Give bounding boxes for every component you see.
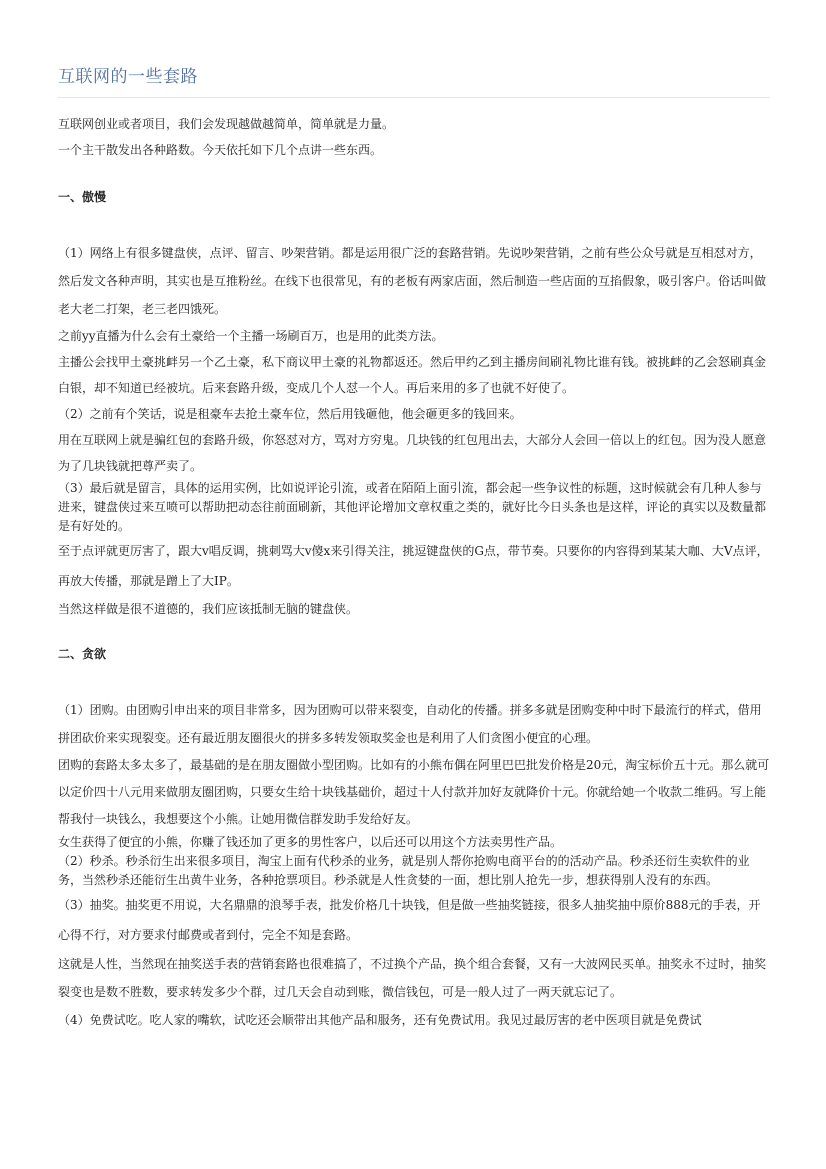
body-paragraph: 当然这样做是很不道德的，我们应该抵制无脑的键盘侠。 bbox=[58, 602, 359, 616]
body-paragraph: （1）团购。由团购引申出来的项目非常多，因为团购可以带来裂变，自动化的传播。拼多多就是团购变种中时下最流行的样式，借用拼团砍价来实现裂变。还有最近朋友圈很火的拼多多转发领取奖金也是利用了人们贪图小便宜的心理。 bbox=[58, 703, 762, 745]
title-divider bbox=[58, 97, 770, 98]
body-paragraph: （3）抽奖。抽奖更不用说，大名鼎鼎的浪琴手表，批发价格几十块钱，但是做一些抽奖链接，很多人抽奖抽中原价888元的手表，开心得不行，对方要求付邮费或者到付，完全不知是套路。 bbox=[58, 898, 761, 942]
body-paragraph: （4）免费试吃。吃人家的嘴软，试吃还会顺带出其他产品和服务，还有免费试用。我见过最厉害的老中医项目就是免费试 bbox=[58, 1013, 702, 1027]
body-paragraph: 之前yy直播为什么会有土豪给一个主播一场刷百万，也是用的此类方法。 bbox=[58, 329, 444, 343]
body-paragraph: （2）秒杀。秒杀衍生出来很多项目，淘宝上面有代秒杀的业务，就是别人帮你抢购电商平台的的活动产品。秒杀还衍生卖软件的业务，当然秒杀还能衍生出黄牛业务，各种抢票项目。秒杀就是人性贪婪的一面，想比别人抢先一步，想获得别人没有的东西。 bbox=[58, 854, 750, 887]
body-paragraph: 女生获得了便宜的小熊，你赚了钱还加了更多的男性客户，以后还可以用这个方法卖男性产品。 bbox=[58, 835, 563, 849]
section-heading-arrogance: 一、傲慢 bbox=[58, 190, 107, 204]
body-paragraph: 主播公会找甲土豪挑衅另一个乙土豪，私下商议甲土豪的礼物都返还。然后甲约乙到主播房间刷礼物比谁有钱。被挑衅的乙会怒刷真金白银，却不知道已经被坑。后来套路升级，变成几个人怼一个人。再后来用的多了也就不好使了。 bbox=[58, 355, 767, 395]
body-paragraph: （3）最后就是留言，具体的运用实例，比如说评论引流，或者在陌陌上面引流，都会起一些争议性的标题，这时候就会有几种人参与进来，键盘侠过来互喷可以帮助把动态往前面刷新，其他评论增加文章权重之类的，就好比今日头条也是这样，评论的真实以及数量都是有好处的。 bbox=[58, 481, 767, 533]
article bbox=[58, 0, 770, 1034]
intro-paragraph: 互联网创业或者项目，我们会发现越做越简单，简单就是力量。 bbox=[58, 117, 395, 131]
article-title: 互联网的一些套路 bbox=[58, 67, 198, 87]
body-paragraph: 团购的套路太多太多了，最基础的是在朋友圈做小型团购。比如有的小熊布偶在阿里巴巴批发价格是20元，淘宝标价五十元。那么就可以定价四十八元用来做朋友圈团购，只要女生给十块钱基础价，超过十人付款并加好友就降价十元。你就给她一个收款二维码。写上能帮我付一块钱么，我想要这个小熊。让她用微信群发助手发给好友。 bbox=[58, 758, 770, 826]
body-paragraph: （1）网络上有很多键盘侠，点评、留言、吵架营销。都是运用很广泛的套路营销。先说吵架营销，之前有些公众号就是互相怼对方，然后发文各种声明，其实也是互推粉丝。在线下也很常见，有的老板有两家店面，然后制造一些店面的互掐假象，吸引客户。俗话叫做老大老二打架，老三老四饿死。 bbox=[58, 246, 767, 316]
body-paragraph: 这就是人性，当然现在抽奖送手表的营销套路也很难搞了，不过换个产品，换个组合套餐，又有一大波网民买单。抽奖永不过时，抽奖裂变也是数不胜数，要求转发多少个群，过几天会自动到账，微信钱包，可是一般人过了一两天就忘记了。 bbox=[58, 957, 767, 999]
section-heading-greed: 二、贪欲 bbox=[58, 647, 107, 661]
body-paragraph: （2）之前有个笑话，说是租豪车去抢土豪车位，然后用钱砸他，他会砸更多的钱回来。 bbox=[58, 407, 522, 421]
body-paragraph: 至于点评就更厉害了，跟大v唱反调，挑刺骂大v傻x来引得关注，挑逗键盘侠的G点，带节奏。只要你的内容得到某某大咖、大V点评，再放大传播，那就是蹭上了大IP。 bbox=[58, 544, 769, 588]
body-paragraph: 用在互联网上就是骗红包的套路升级，你怒怼对方，骂对方穷鬼。几块钱的红包甩出去，大部分人会回一倍以上的红包。因为没人愿意为了几块钱就把尊严卖了。 bbox=[58, 433, 767, 473]
intro-paragraph: 一个主干散发出各种路数。今天依托如下几个点讲一些东西。 bbox=[58, 143, 383, 157]
